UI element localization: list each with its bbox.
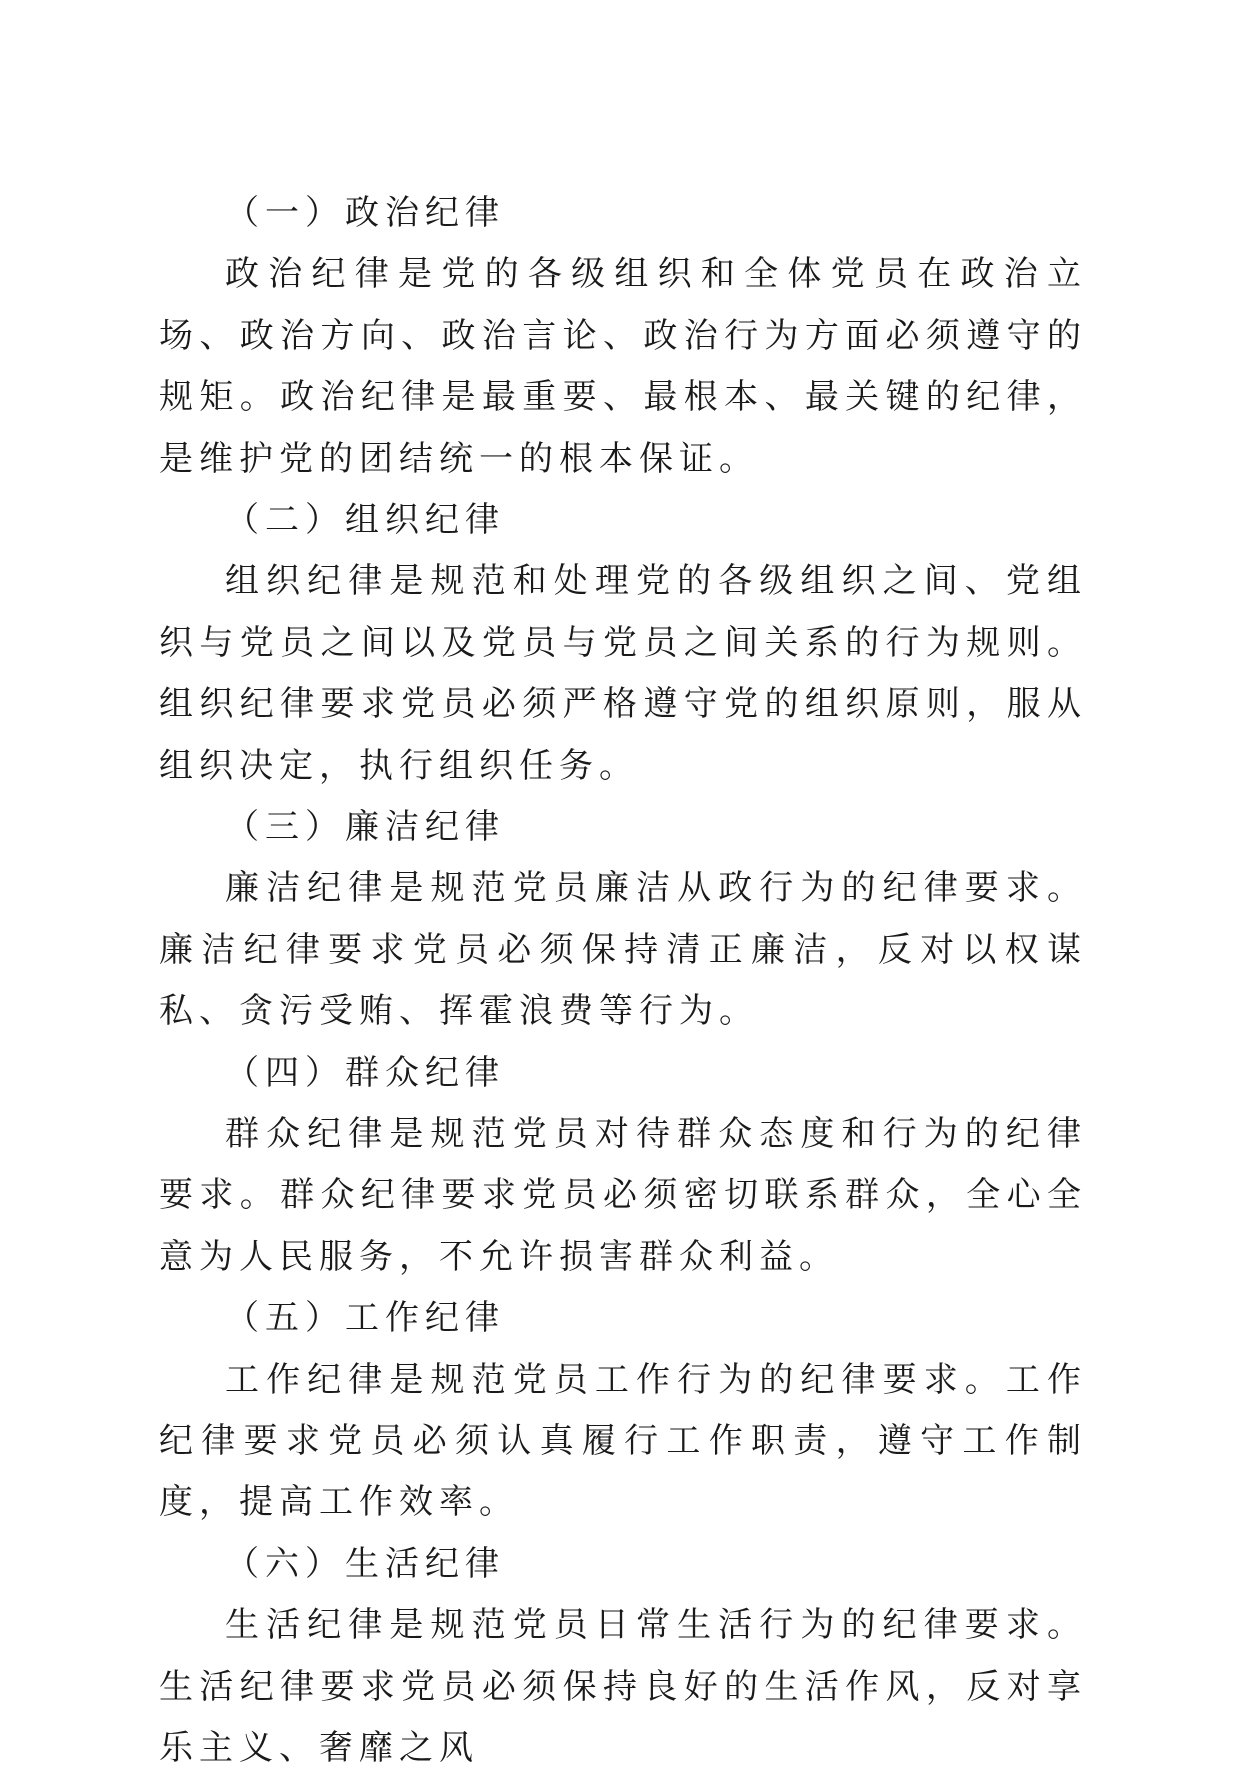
section-integrity-discipline: [159, 797, 1087, 1043]
section-paragraph: 生活纪律是规范党员日常生活行为的纪律要求。生活纪律要求党员必须保持良好的生活作风，反对享乐主义、奢靡之风: [159, 1605, 1087, 1769]
section-work-discipline: [159, 1288, 1087, 1534]
section-paragraph: 工作纪律是规范党员工作行为的纪律要求。工作纪律要求党员必须认真履行工作职责，遵守工作制度，提高工作效率。: [159, 1359, 1087, 1523]
section-heading: （三）廉洁纪律: [225, 807, 505, 848]
section-heading: （一）政治纪律: [225, 193, 505, 233]
section-paragraph: 组织纪律是规范和处理党的各级组织之间、党组织与党员之间以及党员与党员之间关系的行为规则。组织纪律要求党员必须严格遵守党的组织原则，服从组织决定，执行组织任务。: [159, 561, 1087, 786]
section-heading: （六）生活纪律: [225, 1543, 505, 1584]
section-heading: （五）工作纪律: [225, 1298, 505, 1339]
section-organizational-discipline: [159, 490, 1087, 797]
section-life-discipline: [159, 1534, 1087, 1779]
section-paragraph: 群众纪律是规范党员对待群众态度和行为的纪律要求。群众纪律要求党员必须密切联系群众，全心全意为人民服务，不允许损害群众利益。: [159, 1114, 1087, 1277]
section-paragraph: 廉洁纪律是规范党员廉洁从政行为的纪律要求。廉洁纪律要求党员必须保持清正廉洁，反对以权谋私、贪污受贿、挥霍浪费等行为。: [159, 868, 1087, 1032]
section-heading: （二）组织纪律: [225, 500, 505, 541]
section-mass-discipline: [159, 1043, 1087, 1289]
document-body: [159, 183, 1087, 1779]
section-paragraph: 政治纪律是党的各级组织和全体党员在政治立场、政治方向、政治言论、政治行为方面必须遵守的规矩。政治纪律是最重要、最根本、最关键的纪律，是维护党的团结统一的根本保证。: [159, 254, 1087, 479]
section-heading: （四）群众纪律: [225, 1052, 505, 1093]
section-political-discipline: [159, 183, 1087, 490]
